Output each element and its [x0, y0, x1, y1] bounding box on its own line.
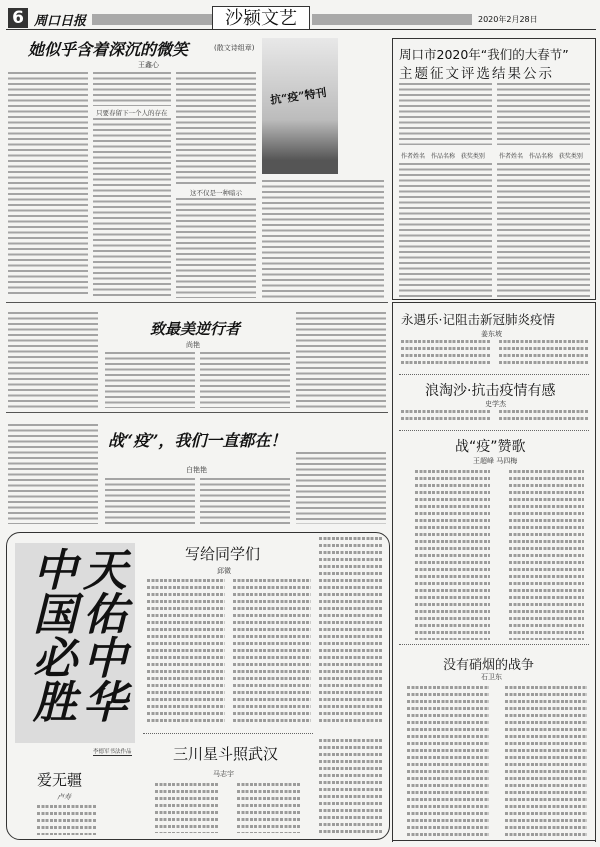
divider — [143, 733, 313, 734]
poem-author: 姜东坡 — [481, 330, 502, 338]
calligraphy-caption: 李德军书法作品 — [93, 749, 132, 755]
table-rows — [399, 163, 492, 297]
poem-body — [499, 410, 589, 424]
poem-title: 没有硝烟的战争 — [443, 658, 535, 673]
article-body — [93, 118, 171, 298]
article-body — [200, 478, 290, 524]
article-body — [93, 72, 171, 106]
divider — [393, 302, 595, 303]
article-subheading: 只要春留下一个人的存在 — [96, 109, 168, 117]
poem-body — [401, 340, 491, 368]
article-author: 王鑫心 — [138, 61, 159, 69]
poem-body — [509, 470, 584, 640]
article-subheading: 这不仅是一种暗示 — [190, 189, 242, 197]
poem-body — [237, 783, 301, 833]
poem-body — [401, 410, 491, 424]
calligraphy-text: 天佑中华 中国必胜 — [25, 547, 126, 723]
article-body — [105, 478, 195, 524]
poem-body — [147, 579, 225, 725]
poem-author: 史学杰 — [485, 400, 506, 408]
poem-title: 永遇乐·记阻击新冠肺炎疫情 — [401, 312, 555, 327]
article-title: 她似乎含着深沉的微笑 — [28, 40, 189, 59]
poem-title: 浪淘沙·抗击疫情有感 — [425, 383, 556, 399]
poem-body — [319, 537, 383, 725]
issue-date: 2020年2月28日 — [478, 15, 538, 24]
article-body — [176, 72, 256, 186]
poem-author: 王超峰 马四梅 — [473, 457, 518, 465]
article-body — [8, 424, 98, 524]
calligraphy-artwork — [15, 543, 135, 743]
poem-body — [415, 470, 490, 640]
article-body — [8, 72, 88, 297]
article-body — [200, 352, 290, 408]
poem-author: 卢寿 — [57, 793, 71, 801]
poem-body — [233, 579, 311, 725]
poem-body — [37, 805, 97, 835]
divider — [399, 430, 589, 431]
table-header: 作者姓名 作品名称 获奖类别 — [401, 153, 485, 160]
divider — [399, 644, 589, 645]
article-body — [262, 180, 384, 298]
poem-body — [407, 686, 489, 836]
notice-title: 周口市2020年“我们的大春节” — [399, 47, 569, 62]
special-issue-label: 抗“疫”特刊 — [269, 86, 328, 107]
poem-title: 爱无疆 — [37, 771, 83, 789]
poem-author: 石卫东 — [481, 673, 502, 681]
poems-box — [392, 302, 596, 842]
notice-body — [399, 83, 492, 145]
masthead-bar-right — [312, 14, 472, 25]
notice-box — [392, 38, 596, 300]
article-author: 白艳艳 — [186, 466, 207, 474]
article-body — [296, 312, 386, 408]
poem-body — [499, 340, 589, 368]
poem-body — [155, 783, 219, 833]
article-body — [176, 198, 256, 298]
header-rule — [6, 29, 596, 30]
divider — [6, 412, 388, 413]
divider — [6, 302, 388, 303]
divider — [399, 374, 589, 375]
article-body — [105, 352, 195, 408]
special-issue-image — [262, 38, 338, 174]
notice-body — [497, 83, 590, 145]
table-header: 作者姓名 作品名称 获奖类别 — [499, 153, 583, 160]
page-number: 6 — [8, 8, 28, 28]
poem-title: 战“疫”赞歌 — [455, 439, 526, 455]
article-title: 致最美逆行者 — [150, 320, 241, 338]
poem-author: 邱微 — [217, 567, 231, 575]
notice-title: 主题征文评选结果公示 — [399, 66, 554, 82]
paper-name: 周口日报 — [34, 14, 87, 29]
literary-box — [6, 532, 390, 840]
article-author: 尚艳 — [186, 341, 200, 349]
poem-author: 马志宇 — [213, 770, 234, 778]
article-title: 战“疫”，我们一直都在！ — [108, 431, 287, 450]
divider — [393, 840, 595, 841]
masthead-bar-left — [92, 14, 212, 25]
article-body — [296, 452, 386, 524]
section-title: 沙颍文艺 — [212, 6, 310, 29]
poem-body — [319, 739, 383, 833]
table-rows — [497, 163, 590, 297]
article-subtitle: (散文诗组章) — [214, 44, 255, 52]
poem-title: 三川星斗照武汉 — [173, 745, 279, 763]
poem-title: 写给同学们 — [185, 545, 261, 563]
poem-body — [505, 686, 587, 836]
article-body — [8, 312, 98, 408]
